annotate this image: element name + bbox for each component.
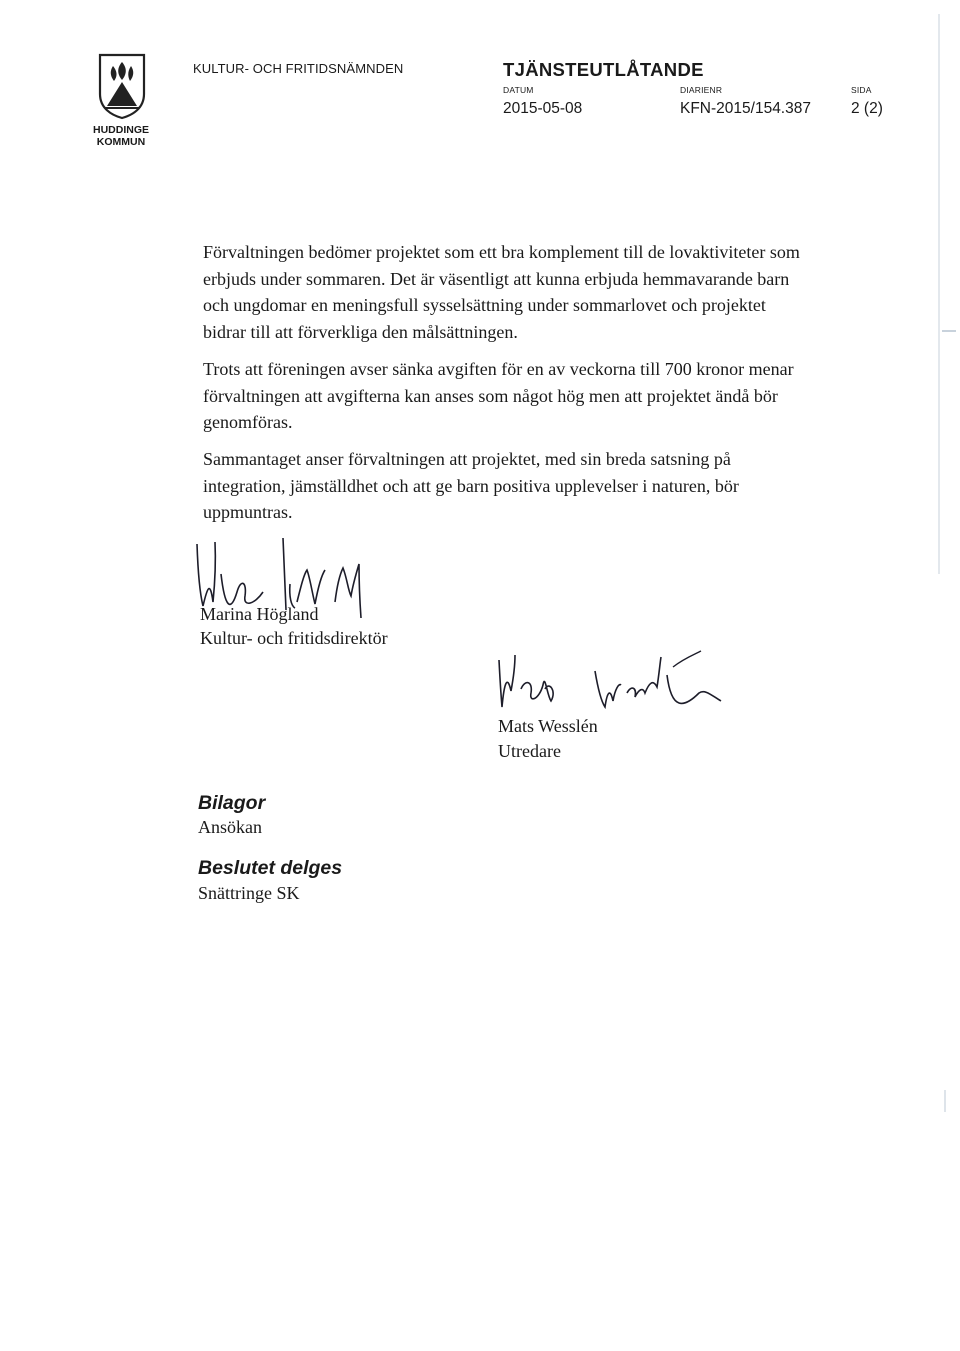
- municipality-crest-icon: [97, 52, 147, 120]
- scan-edge-line: [938, 14, 940, 574]
- page-label: SIDA: [851, 85, 872, 95]
- scan-edge-mark-lower: [944, 1090, 946, 1112]
- page-number: 2 (2): [851, 100, 883, 117]
- attachments-heading: Bilagor: [198, 792, 266, 814]
- body-paragraph-1: Förvaltningen bedömer projektet som ett bra komplement till de lovaktiviteter som erbjuds under sommaren. Det är väsentligt att kunna erbjuda hemmavarande barn och ungdomar en meningsfull sysselsättning under sommarlovet och projektet bidrar till att förverkliga den målsättningen.: [203, 242, 800, 342]
- document-type: TJÄNSTEUTLÅTANDE: [503, 59, 704, 80]
- body-paragraph-3: Sammantaget anser förvaltningen att projektet, med sin breda satsning på integration, jämställdhet och att ge barn positiva upplevelser i naturen, bör uppmuntras.: [203, 449, 739, 522]
- municipality-name: HUDDINGE KOMMUN: [92, 124, 149, 148]
- registry-number-label: DIARIENR: [680, 85, 723, 95]
- date-value: 2015-05-08: [503, 100, 583, 117]
- distribution-heading: Beslutet delges: [198, 857, 343, 879]
- department-name: KULTUR- OCH FRITIDSNÄMNDEN: [193, 61, 404, 76]
- scan-edge-mark: [942, 330, 956, 332]
- signatory-2-name: Mats Wesslén: [498, 716, 598, 736]
- signatory-2-title: Utredare: [498, 741, 561, 761]
- distribution-item: Snättringe SK: [198, 883, 300, 903]
- body-paragraph-2: Trots att föreningen avser sänka avgiften för en av veckorna till 700 kronor menar förvaltningen att avgifterna kan anses som något hög men att projektet ändå bör genomföras.: [203, 359, 794, 432]
- signatory-1-title: Kultur- och fritidsdirektör: [200, 628, 388, 648]
- signatory-1-name: Marina Högland: [200, 604, 319, 624]
- attachment-item: Ansökan: [198, 817, 262, 837]
- date-label: DATUM: [503, 85, 534, 95]
- handwritten-signature-2: [487, 645, 737, 715]
- registry-number-value: KFN-2015/154.387: [680, 100, 811, 117]
